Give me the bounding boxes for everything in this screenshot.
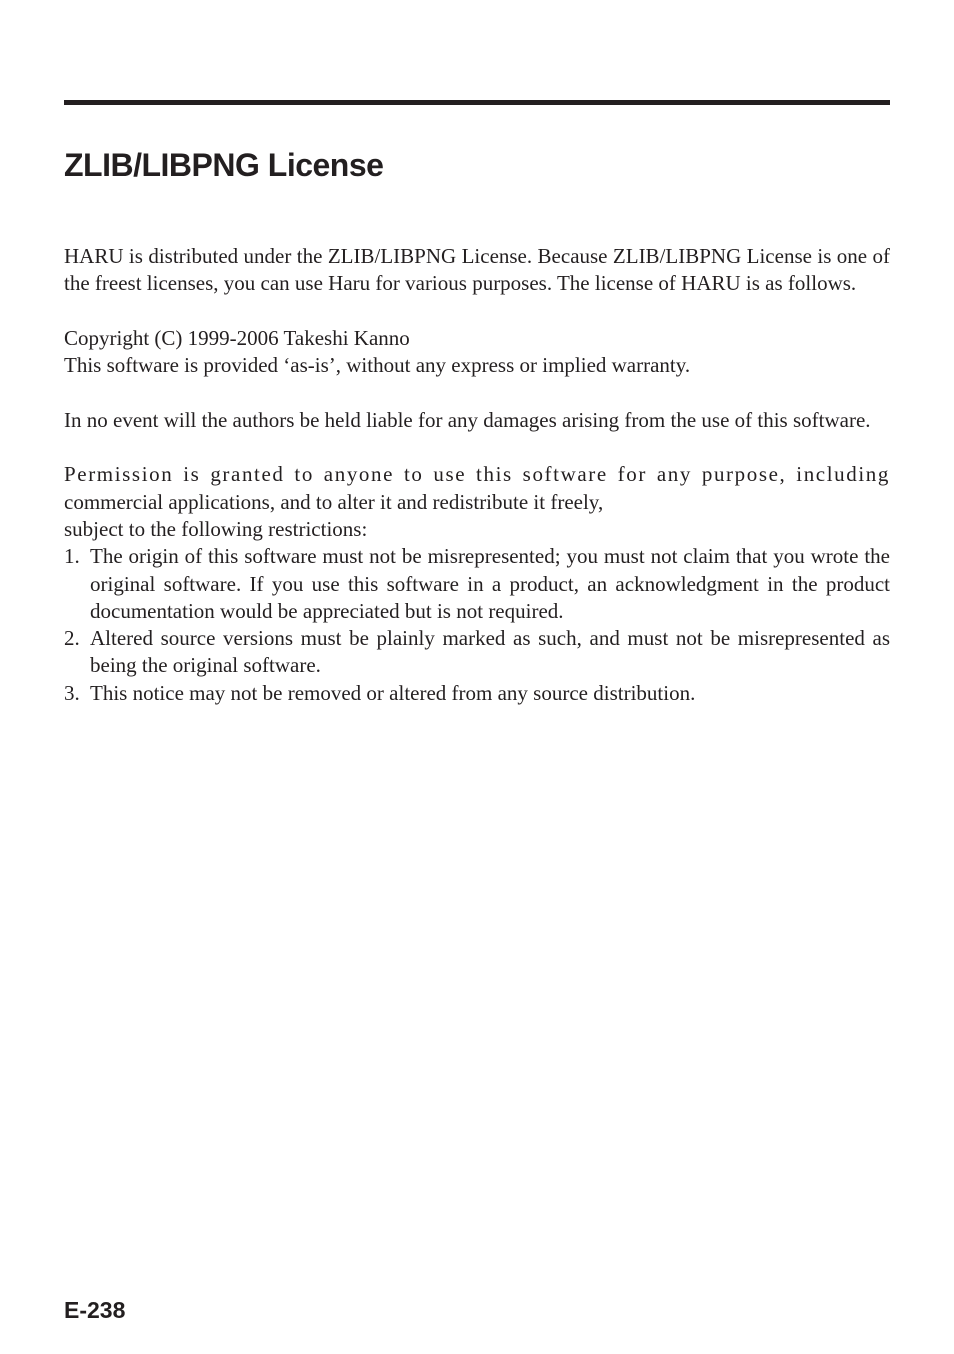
list-item-text: This notice may not be removed or altered from any source distribution. [90, 680, 696, 705]
list-item [64, 680, 890, 707]
list-item [64, 543, 890, 625]
warranty-line: This software is provided ‘as-is’, without any express or implied warranty. [64, 353, 691, 378]
intro-paragraph: HARU is distributed under the ZLIB/LIBPNG License. Because ZLIB/LIBPNG License is one of the freest licenses, you can use Haru for various purposes. The license of HARU is as follows. [64, 244, 890, 296]
list-item-text: Altered source versions must be plainly marked as such, and must not be misrepresented as being the original software. [90, 626, 890, 678]
page-title: ZLIB/LIBPNG License [64, 147, 384, 183]
license-body [64, 243, 890, 707]
permission-line-2: commercial applications, and to alter it and redistribute it freely, [64, 489, 604, 514]
copyright-line: Copyright (C) 1999-2006 Takeshi Kanno [64, 325, 410, 350]
list-item-number: 1. [64, 544, 80, 569]
permission-line-1: Permission is granted to anyone to use this software for any purpose, including [64, 462, 890, 487]
list-item-text: The origin of this software must not be misrepresented; you must not claim that you wrote the original software. If you use this software in a product, an acknowledgment in the product documentation would be appreciated but is not required. [90, 544, 890, 623]
page-number: E-238 [64, 1297, 126, 1323]
list-item-number: 3. [64, 680, 80, 705]
restrictions-list [64, 543, 890, 707]
permission-line-3: subject to the following restrictions: [64, 516, 368, 541]
header-rule [64, 100, 890, 105]
list-item-number: 2. [64, 626, 80, 651]
liability-paragraph: In no event will the authors be held liable for any damages arising from the use of this software. [64, 407, 871, 432]
list-item [64, 625, 890, 680]
